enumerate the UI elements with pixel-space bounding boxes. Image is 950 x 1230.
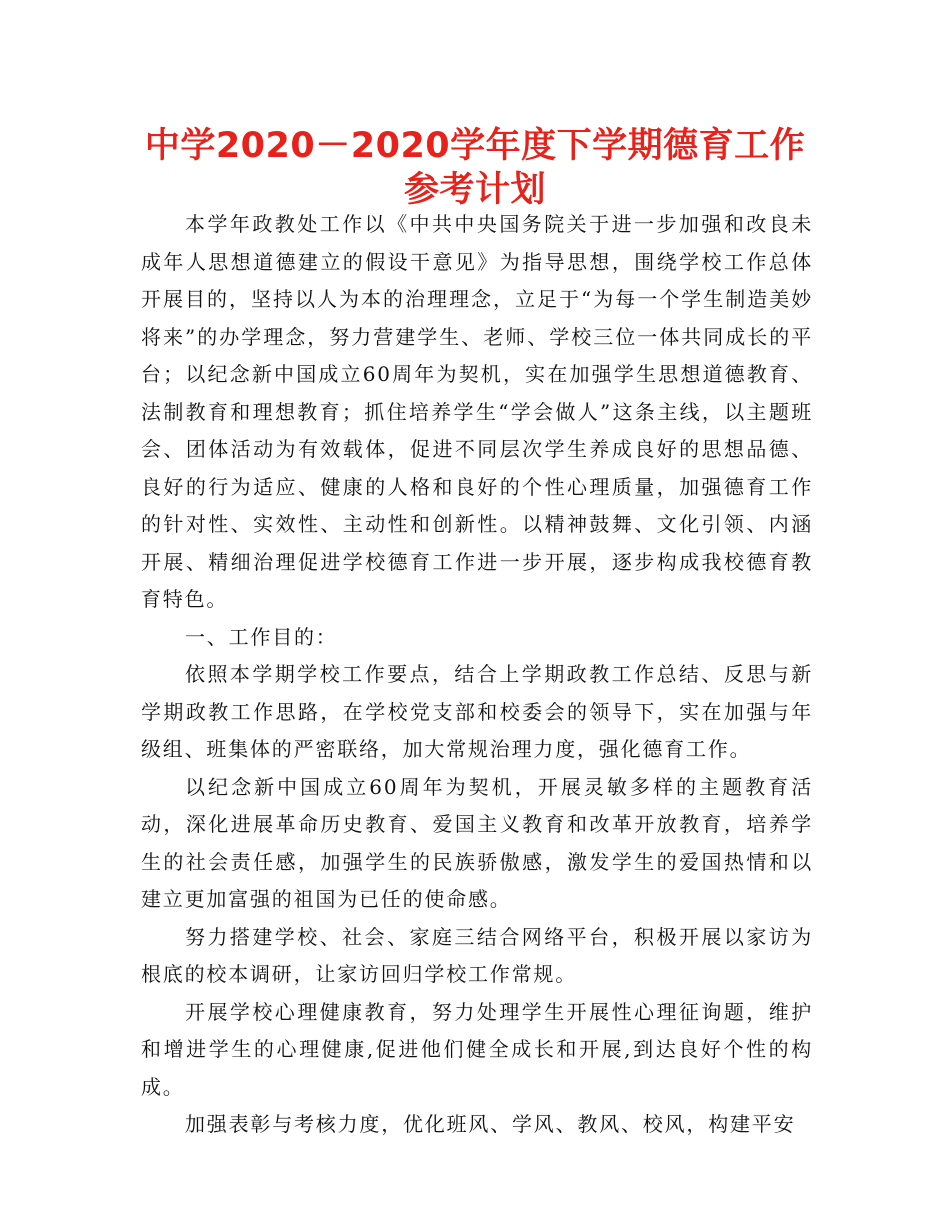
body-paragraph: 依照本学期学校工作要点，结合上学期政教工作总结、反思与新学期政教工作思路，在学校党支部和校委会的领导下，实在加强与年级组、班集体的严密联络，加大常规治理力度，强化德育工作。 — [141, 662, 813, 761]
body-paragraph: 以纪念新中国成立60周年为契机，开展灵敏多样的主题教育活动，深化进展革命历史教育、爱国主义教育和改革开放教育，培养学生的社会责任感，加强学生的民族骄傲感，激发学生的爱国热情和以建立更加富强的祖国为已任的使命感。 — [141, 774, 813, 911]
body-paragraph: 开展学校心理健康教育，努力处理学生开展性心理征询题，维护和增进学生的心理健康,促进他们健全成长和开展,到达良好个性的构成。 — [141, 999, 813, 1099]
body-paragraph: 加强表彰与考核力度，优化班风、学风、教风、校风，构建平安 — [185, 1112, 796, 1136]
document-body — [141, 206, 813, 1144]
intro-paragraph: 本学年政教处工作以《中共中央国务院关于进一步加强和改良未成年人思想道德建立的假设干意见》为指导思想，围绕学校工作总体开展目的，坚持以人为本的治理理念，立足于“为每一个学生制造美妙将来”的办学理念，努力营建学生、老师、学校三位一体共同成长的平台；以纪念新中国成立60周年为契机，实在加强学生思想道德教育、法制教育和理想教育；抓住培养学生“学会做人”这条主线，以主题班会、团体活动为有效载体，促进不同层次学生养成良好的思想品德、良好的行为适应、健康的人格和良好的个性心理质量，加强德育工作的针对性、实效性、主动性和创新性。以精神鼓舞、文化引领、内涵开展、精细治理促进学校德育工作进一步开展，逐步构成我校德育教育特色。 — [141, 212, 813, 611]
body-paragraph: 努力搭建学校、社会、家庭三结合网络平台，积极开展以家访为根底的校本调研，让家访回归学校工作常规。 — [141, 924, 813, 986]
document-title-line-2: 参考计划 — [403, 170, 546, 210]
document-title-line-1: 中学2020－2020学年度下学期德育工作 — [144, 126, 806, 166]
section-heading-work-goals: 一、工作目的： — [185, 624, 338, 649]
